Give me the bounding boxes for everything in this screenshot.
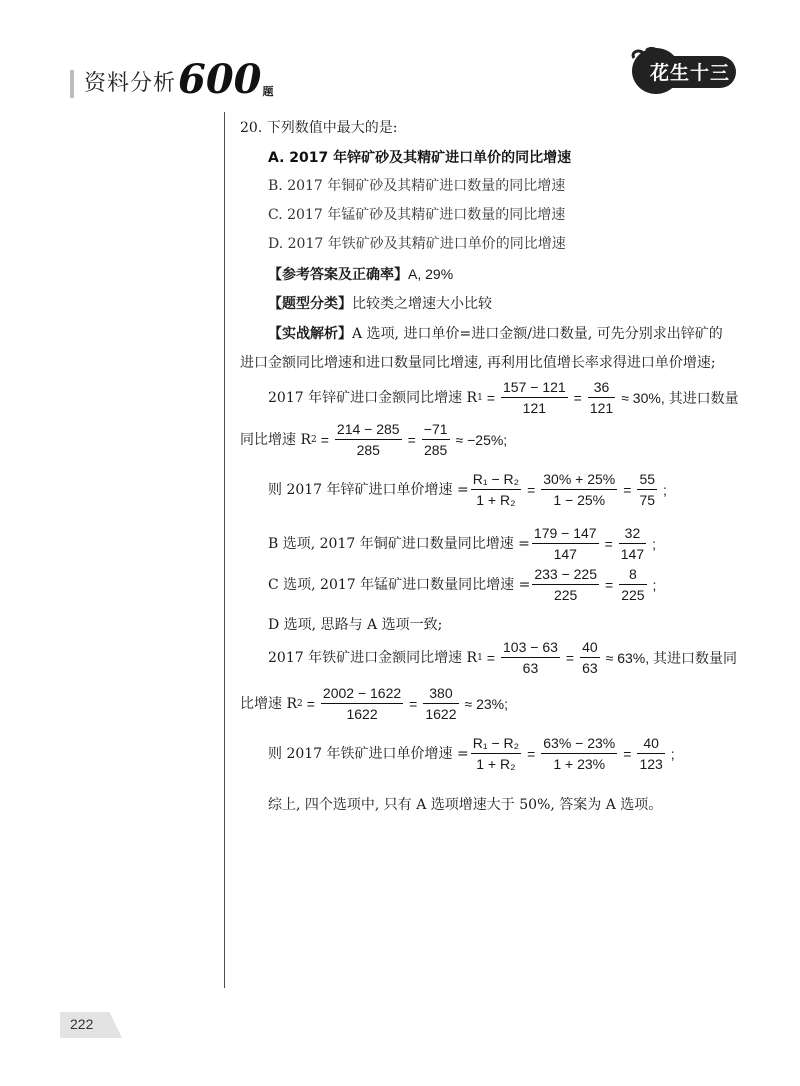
fraction: [335, 420, 402, 459]
equals-sign: =: [486, 649, 495, 666]
denominator: 225: [621, 587, 645, 603]
numerator: 233 − 225: [532, 565, 599, 585]
numerator: 2002 − 1622: [321, 684, 403, 704]
peanut-logo: [626, 46, 738, 96]
denominator: 1622: [346, 706, 378, 722]
a-r1-prefix: 2017 年锌矿进口金额同比增速 R: [268, 389, 478, 406]
denominator: 121: [589, 400, 614, 416]
analysis-tag: 【实战解析】: [268, 326, 352, 342]
d-r2-tail: ≈ 23%;: [464, 695, 508, 712]
fraction: [619, 524, 646, 563]
a-r1-equation: [268, 378, 739, 417]
semicolon: ;: [663, 481, 667, 498]
denominator: 1 + R₂: [476, 492, 516, 508]
a-price-prefix: 则 2017 年锌矿进口单价增速 =: [268, 481, 469, 498]
equals-sign: =: [573, 389, 582, 406]
subscript: 2: [297, 698, 303, 709]
d-r1-tail: ≈ 63%, 其进口数量同: [605, 649, 738, 666]
d-r2-prefix: 比增速 R: [240, 695, 297, 712]
answer-value: A, 29%: [408, 266, 454, 282]
equals-sign: =: [306, 695, 315, 712]
equals-sign: =: [486, 389, 495, 406]
fraction: [532, 524, 599, 563]
margin-rule: [224, 112, 225, 988]
book-title-number: 600: [178, 56, 262, 103]
denominator: 75: [639, 492, 656, 508]
fraction: [471, 734, 521, 773]
fraction: [637, 734, 664, 773]
equals-sign: =: [623, 745, 632, 762]
fraction: [588, 378, 615, 417]
a-r1-tail: ≈ 30%, 其进口数量: [621, 389, 739, 406]
option-a: A. 2017 年锌矿砂及其精矿进口单价的同比增速: [268, 150, 572, 166]
denominator: 1 − 25%: [553, 492, 606, 508]
numerator: 63% − 23%: [541, 734, 617, 754]
answer-line: [268, 265, 453, 284]
denominator: 285: [423, 442, 448, 458]
fraction: [532, 565, 599, 604]
fraction: [501, 638, 560, 677]
d-price-prefix: 则 2017 年铁矿进口单价增速 =: [268, 745, 469, 762]
fraction: [580, 638, 600, 677]
numerator: 36: [588, 378, 615, 398]
denominator: 1622: [425, 706, 457, 722]
numerator: 8: [619, 565, 646, 585]
fraction: [619, 565, 646, 604]
option-d: D. 2017 年铁矿砂及其精矿进口单价的同比增速: [268, 236, 566, 252]
book-title-header: [70, 56, 274, 103]
subscript: 2: [311, 434, 317, 445]
denominator: 285: [356, 442, 380, 458]
subscript: 1: [477, 652, 483, 663]
equals-sign: =: [409, 695, 418, 712]
a-r2-prefix: 同比增速 R: [240, 431, 311, 448]
numerator: 32: [619, 524, 646, 544]
c-equation: [268, 565, 656, 604]
denominator: 1 + R₂: [476, 756, 516, 772]
numerator: 40: [580, 638, 600, 658]
fraction: [501, 378, 568, 417]
semicolon: ;: [670, 745, 675, 762]
header-accent-bar: [70, 70, 74, 98]
numerator: R₁ − R₂: [471, 470, 521, 490]
subscript: 1: [477, 392, 483, 403]
equals-sign: =: [605, 576, 614, 593]
logo-text: 花生十三: [650, 62, 731, 84]
analysis-line-1: [268, 325, 723, 343]
d-r1-equation: [268, 638, 737, 677]
denominator: 147: [553, 546, 577, 562]
denominator: 225: [553, 587, 578, 603]
equals-sign: =: [623, 481, 632, 498]
fraction: [321, 684, 403, 723]
option-c: C. 2017 年锰矿砂及其精矿进口数量的同比增速: [268, 207, 566, 223]
numerator: 103 − 63: [501, 638, 560, 658]
numerator: R₁ − R₂: [471, 734, 521, 754]
a-r2-tail: ≈ −25%;: [455, 431, 508, 448]
numerator: 380: [423, 684, 458, 704]
fraction: [423, 684, 458, 723]
numerator: 214 − 285: [335, 420, 402, 440]
d-r2-equation: [240, 684, 508, 723]
conclusion: 综上, 四个选项中, 只有 A 选项增速大于 50%, 答案为 A 选项。: [268, 797, 663, 813]
fraction: [422, 420, 450, 459]
d-r1-prefix: 2017 年铁矿进口金额同比增速 R: [268, 649, 478, 666]
denominator: 147: [620, 546, 645, 562]
fraction: [637, 470, 657, 509]
semicolon: ;: [652, 535, 657, 552]
a-price-equation: [268, 470, 667, 509]
semicolon: ;: [652, 576, 657, 593]
page-number: 222: [70, 1016, 94, 1032]
denominator: 63: [582, 660, 598, 676]
equals-sign: =: [320, 431, 329, 448]
analysis-intro-2: 进口金额同比增速和进口数量同比增速, 再利用比值增长率求得进口单价增速;: [240, 355, 716, 371]
equals-sign: =: [604, 535, 613, 552]
category-tag: 【题型分类】: [268, 296, 352, 312]
numerator: −71: [422, 420, 450, 440]
numerator: 157 − 121: [501, 378, 568, 398]
book-title: 资料分析: [84, 71, 177, 96]
numerator: 40: [637, 734, 664, 754]
analysis-intro-1: A 选项, 进口单价=进口金额/进口数量, 可先分别求出锌矿的: [352, 326, 723, 342]
book-title-suffix: 题: [262, 85, 274, 98]
d-price-equation: [268, 734, 675, 773]
a-r2-equation: [240, 420, 507, 459]
d-intro: D 选项, 思路与 A 选项一致;: [268, 617, 443, 633]
denominator: 63: [522, 660, 539, 676]
denominator: 123: [639, 756, 663, 772]
b-equation: [268, 524, 656, 563]
c-prefix: C 选项, 2017 年锰矿进口数量同比增速 =: [268, 576, 531, 593]
question-stem: 20. 下列数值中最大的是:: [240, 120, 398, 136]
equals-sign: =: [407, 431, 416, 448]
category-value: 比较类之增速大小比较: [352, 296, 492, 312]
numerator: 30% + 25%: [541, 470, 617, 490]
option-b: B. 2017 年铜矿砂及其精矿进口数量的同比增速: [268, 178, 566, 194]
denominator: 121: [522, 400, 547, 416]
fraction: [541, 470, 617, 509]
denominator: 1 + 23%: [553, 756, 606, 772]
equals-sign: =: [565, 649, 575, 666]
equals-sign: =: [527, 745, 536, 762]
fraction: [471, 470, 521, 509]
fraction: [541, 734, 617, 773]
numerator: 179 − 147: [532, 524, 599, 544]
equals-sign: =: [527, 481, 536, 498]
category-line: [268, 295, 492, 313]
b-prefix: B 选项, 2017 年铜矿进口数量同比增速 =: [268, 535, 530, 552]
answer-tag: 【参考答案及正确率】: [268, 267, 408, 283]
numerator: 55: [637, 470, 657, 490]
